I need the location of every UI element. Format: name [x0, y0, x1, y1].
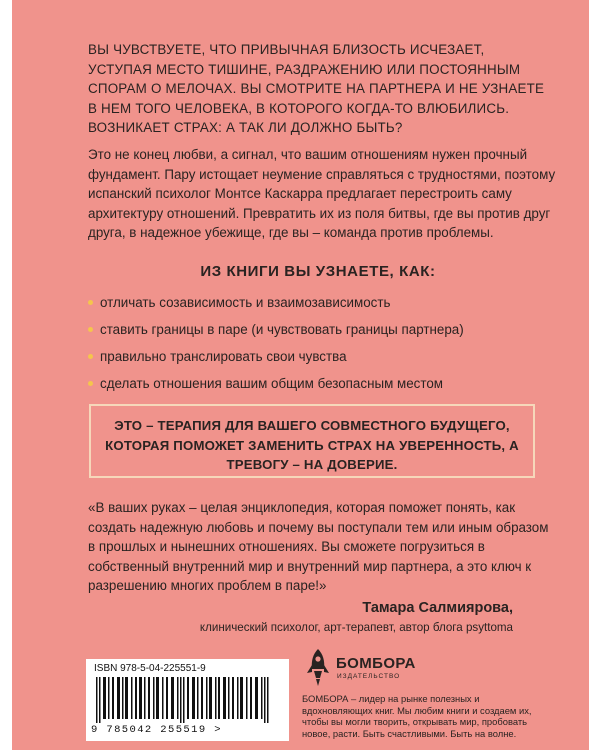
rocket-icon — [304, 647, 332, 687]
learn-list — [88, 293, 558, 401]
learn-item-text: правильно транслировать свои чувства — [100, 349, 347, 364]
description-paragraph: Это не конец любви, а сигнал, что вашим отношениям нужен прочный фундамент. Пару истощает неумение справляться с трудностями, поэтому испанский психолог Монтсе Каскарра предлагает перестроить саму архитектуру отношений. Превратить их из поля битвы, где вы против друг друга, в надежное убежище, где вы – команда против проблемы. — [88, 147, 556, 240]
publisher-logo — [304, 647, 424, 691]
bullet-icon — [88, 354, 93, 359]
back-cover — [12, 0, 589, 750]
testimonial-quote: «В ваших руках – целая энциклопедия, которая поможет понять, как создать надежную любовь и почему вы поступали тем или иным образом в прошлых и нынешних отношениях. Вы сможете погрузиться в собственный внутренний мир и внутренний мир партнера, а это ключ к разрешению многих проблем в паре!» — [88, 500, 549, 593]
bullet-icon — [88, 327, 93, 332]
quote-author-name: Тамара Салмиярова, — [362, 600, 513, 616]
barcode-digits: 9 785042 255519 > — [91, 724, 222, 736]
publisher-name: БОМБОРА — [336, 655, 416, 672]
bullet-icon — [88, 300, 93, 305]
learn-item-text: ставить границы в паре (и чувствовать границы партнера) — [100, 322, 464, 337]
publisher-description: БОМБОРА – лидер на рынке полезных и вдохновляющих книг. Мы любим книги и создаем их, чтобы вы могли творить, открывать мир, пробовать новое, расти. Быть счастливыми. Быть на волне. — [302, 693, 532, 739]
barcode-bars-icon — [96, 677, 278, 723]
learn-item-text: сделать отношения вашим общим безопасным местом — [100, 376, 444, 391]
bullet-icon — [88, 381, 93, 386]
learn-item — [88, 293, 558, 317]
callout-box — [89, 404, 535, 478]
learn-item — [88, 347, 558, 371]
intro-paragraph: ВЫ ЧУВСТВУЕТЕ, ЧТО ПРИВЫЧНАЯ БЛИЗОСТЬ ИСЧЕЗАЕТ, УСТУПАЯ МЕСТО ТИШИНЕ, РАЗДРАЖЕНИЮ ИЛИ ПОСТОЯННЫМ СПОРАМ О МЕЛОЧАХ. ВЫ СМОТРИТЕ НА ПАРТНЕРА И НЕ УЗНАЕТЕ В НЕМ ТОГО ЧЕЛОВЕКА, В КОТОРОГО КОГДА-ТО ВЛЮБИЛИСЬ. ВОЗНИКАЕТ СТРАХ: А ТАК ЛИ ДОЛЖНО БЫТЬ? — [88, 42, 545, 135]
callout-text: ЭТО – ТЕРАПИЯ ДЛЯ ВАШЕГО СОВМЕСТНОГО БУДУЩЕГО, КОТОРАЯ ПОМОЖЕТ ЗАМЕНИТЬ СТРАХ НА УВЕРЕННОСТЬ, А ТРЕВОГУ – НА ДОВЕРИЕ. — [105, 418, 519, 472]
barcode — [86, 659, 289, 741]
quote-author-role: клинический психолог, арт-терапевт, автор блога psyttoma — [199, 621, 513, 634]
learn-heading: ИЗ КНИГИ ВЫ УЗНАЕТЕ, КАК: — [200, 263, 436, 280]
learn-item-text: отличать созависимость и взаимозависимость — [100, 295, 391, 310]
isbn-number: ISBN 978-5-04-225551-9 — [94, 663, 206, 674]
learn-item — [88, 320, 558, 344]
publisher-subtitle: ИЗДАТЕЛЬСТВО — [337, 673, 401, 680]
learn-item — [88, 374, 558, 398]
